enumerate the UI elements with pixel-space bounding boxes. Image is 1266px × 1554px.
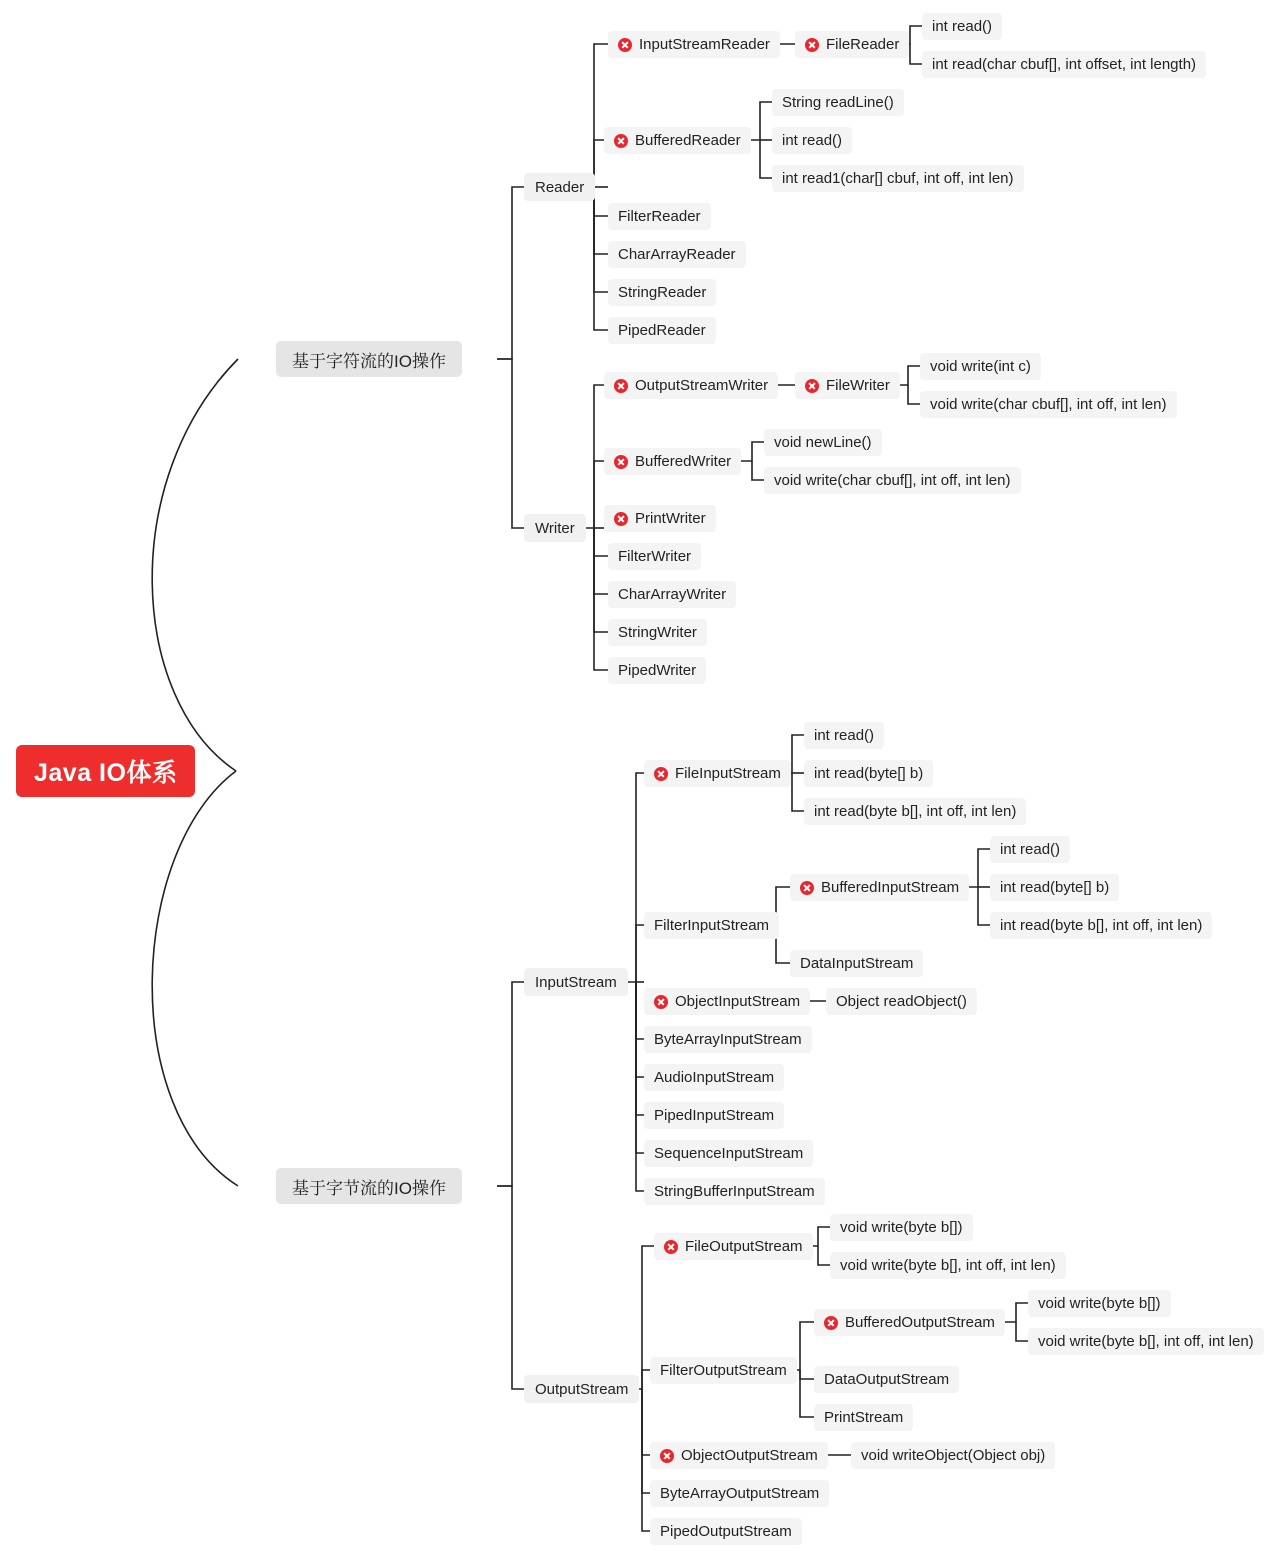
error-icon — [614, 455, 628, 469]
leaf-fis-read[interactable] — [804, 722, 884, 749]
error-icon — [800, 881, 814, 895]
leaf-ois-readobject[interactable] — [826, 988, 977, 1015]
node-string-reader[interactable] — [608, 279, 716, 306]
node-string-buffer-input-stream-label: StringBufferInputStream — [654, 1183, 815, 1200]
node-file-output-stream-label: FileOutputStream — [685, 1238, 803, 1255]
node-print-writer-label: PrintWriter — [635, 510, 706, 527]
leaf-label: int read(byte[] b) — [1000, 879, 1110, 896]
node-byte-array-output-stream[interactable] — [650, 1480, 829, 1507]
leaf-buffered-reader-readline[interactable] — [772, 89, 904, 116]
error-icon — [824, 1316, 838, 1330]
leaf-buffered-writer-newline[interactable] — [764, 429, 882, 456]
node-filter-input-stream[interactable] — [644, 912, 779, 939]
node-buffered-reader-label: BufferedReader — [635, 132, 741, 149]
leaf-label: void write(byte b[]) — [840, 1219, 963, 1236]
node-filter-output-stream-label: FilterOutputStream — [660, 1362, 787, 1379]
group-output-stream[interactable] — [524, 1375, 639, 1403]
leaf-bis-read-b[interactable] — [990, 874, 1119, 901]
error-icon — [614, 512, 628, 526]
node-char-array-reader-label: CharArrayReader — [618, 246, 736, 263]
node-buffered-output-stream[interactable] — [814, 1309, 1005, 1336]
leaf-label: String readLine() — [782, 94, 894, 111]
leaf-bos-write-off-len[interactable] — [1028, 1328, 1264, 1355]
node-buffered-writer[interactable] — [604, 448, 741, 475]
node-input-stream-reader-label: InputStreamReader — [639, 36, 770, 53]
node-string-buffer-input-stream[interactable] — [644, 1178, 825, 1205]
leaf-label: void newLine() — [774, 434, 872, 451]
leaf-label: void write(int c) — [930, 358, 1031, 375]
node-piped-output-stream-label: PipedOutputStream — [660, 1523, 792, 1540]
node-data-output-stream-label: DataOutputStream — [824, 1371, 950, 1388]
leaf-fis-read-off-len[interactable] — [804, 798, 1026, 825]
node-print-stream[interactable] — [814, 1404, 913, 1431]
node-filter-writer-label: FilterWriter — [618, 548, 692, 565]
group-reader-label: Reader — [535, 178, 585, 196]
leaf-label: void write(char cbuf[], int off, int len) — [774, 472, 1011, 489]
node-piped-writer[interactable] — [608, 657, 706, 684]
node-file-reader[interactable] — [795, 31, 909, 58]
leaf-label: int read(byte b[], int off, int len) — [814, 803, 1017, 820]
node-file-output-stream[interactable] — [654, 1233, 813, 1260]
node-buffered-writer-label: BufferedWriter — [635, 453, 732, 470]
node-object-output-stream-label: ObjectOutputStream — [681, 1447, 818, 1464]
node-char-array-writer[interactable] — [608, 581, 736, 608]
node-filter-input-stream-label: FilterInputStream — [654, 917, 770, 934]
node-sequence-input-stream-label: SequenceInputStream — [654, 1145, 804, 1162]
leaf-label: void write(char cbuf[], int off, int len) — [930, 396, 1167, 413]
node-object-input-stream[interactable] — [644, 988, 810, 1015]
branch-byte-io[interactable] — [276, 1168, 462, 1204]
leaf-label: int read() — [814, 727, 875, 744]
node-string-reader-label: StringReader — [618, 284, 707, 301]
leaf-file-writer-write-cbuf[interactable] — [920, 391, 1177, 418]
node-data-input-stream-label: DataInputStream — [800, 955, 914, 972]
node-byte-array-output-stream-label: ByteArrayOutputStream — [660, 1485, 820, 1502]
leaf-buffered-writer-write[interactable] — [764, 467, 1021, 494]
node-piped-output-stream[interactable] — [650, 1518, 802, 1545]
leaf-buffered-reader-read1[interactable] — [772, 165, 1024, 192]
root-node[interactable] — [16, 745, 195, 797]
group-input-stream-label: InputStream — [535, 973, 617, 991]
node-piped-reader[interactable] — [608, 317, 716, 344]
leaf-label: int read() — [782, 132, 843, 149]
leaf-fos-write-b[interactable] — [830, 1214, 973, 1241]
node-object-input-stream-label: ObjectInputStream — [675, 993, 801, 1010]
error-icon — [660, 1449, 674, 1463]
leaf-label: int read() — [932, 18, 993, 35]
node-data-input-stream[interactable] — [790, 950, 923, 977]
node-filter-reader-label: FilterReader — [618, 208, 701, 225]
branch-byte-io-label: 基于字节流的IO操作 — [292, 1178, 446, 1198]
node-file-input-stream-label: FileInputStream — [675, 765, 781, 782]
node-char-array-reader[interactable] — [608, 241, 746, 268]
node-sequence-input-stream[interactable] — [644, 1140, 813, 1167]
node-audio-input-stream-label: AudioInputStream — [654, 1069, 775, 1086]
node-string-writer-label: StringWriter — [618, 624, 697, 641]
leaf-label: int read(byte[] b) — [814, 765, 924, 782]
error-icon — [654, 995, 668, 1009]
group-output-stream-label: OutputStream — [535, 1380, 629, 1398]
leaf-label: int read(char cbuf[], int offset, int length) — [932, 56, 1197, 73]
leaf-label: void write(byte b[], int off, int len) — [840, 1257, 1056, 1274]
leaf-bos-write-b[interactable] — [1028, 1290, 1171, 1317]
node-file-writer[interactable] — [795, 372, 900, 399]
leaf-label: Object readObject() — [836, 993, 967, 1010]
group-writer-label: Writer — [535, 519, 575, 537]
leaf-label: void writeObject(Object obj) — [861, 1447, 1046, 1464]
leaf-label: int read(byte b[], int off, int len) — [1000, 917, 1203, 934]
node-file-reader-label: FileReader — [826, 36, 900, 53]
root-label: Java IO体系 — [34, 759, 178, 787]
leaf-file-writer-write-int[interactable] — [920, 353, 1041, 380]
leaf-oos-writeobject[interactable] — [851, 1442, 1055, 1469]
node-output-stream-writer-label: OutputStreamWriter — [635, 377, 769, 394]
leaf-fos-write-off-len[interactable] — [830, 1252, 1066, 1279]
node-file-input-stream[interactable] — [644, 760, 791, 787]
node-filter-reader[interactable] — [608, 203, 711, 230]
node-char-array-writer-label: CharArrayWriter — [618, 586, 727, 603]
leaf-label: void write(byte b[]) — [1038, 1295, 1161, 1312]
group-input-stream[interactable] — [524, 968, 628, 996]
node-buffered-reader[interactable] — [604, 127, 751, 154]
node-buffered-output-stream-label: BufferedOutputStream — [845, 1314, 995, 1331]
node-input-stream-reader[interactable] — [608, 31, 780, 58]
leaf-file-reader-read-cbuf[interactable] — [922, 51, 1206, 78]
node-byte-array-input-stream[interactable] — [644, 1026, 812, 1053]
error-icon — [664, 1240, 678, 1254]
node-buffered-input-stream-label: BufferedInputStream — [821, 879, 960, 896]
branch-character-io[interactable] — [276, 341, 462, 377]
node-piped-writer-label: PipedWriter — [618, 662, 697, 679]
node-print-stream-label: PrintStream — [824, 1409, 904, 1426]
leaf-bis-read-off-len[interactable] — [990, 912, 1212, 939]
node-string-writer[interactable] — [608, 619, 707, 646]
error-icon — [805, 38, 819, 52]
node-object-output-stream[interactable] — [650, 1442, 828, 1469]
leaf-label: int read1(char[] cbuf, int off, int len) — [782, 170, 1014, 187]
node-data-output-stream[interactable] — [814, 1366, 959, 1393]
leaf-file-reader-read[interactable] — [922, 13, 1002, 40]
error-icon — [618, 38, 632, 52]
leaf-label: int read() — [1000, 841, 1061, 858]
node-audio-input-stream[interactable] — [644, 1064, 784, 1091]
branch-character-io-label: 基于字符流的IO操作 — [292, 351, 446, 371]
error-icon — [805, 379, 819, 393]
node-byte-array-input-stream-label: ByteArrayInputStream — [654, 1031, 802, 1048]
leaf-fis-read-b[interactable] — [804, 760, 933, 787]
error-icon — [614, 379, 628, 393]
node-filter-writer[interactable] — [608, 543, 701, 570]
leaf-buffered-reader-read[interactable] — [772, 127, 852, 154]
error-icon — [614, 134, 628, 148]
node-output-stream-writer[interactable] — [604, 372, 778, 399]
node-print-writer[interactable] — [604, 505, 716, 532]
node-file-writer-label: FileWriter — [826, 377, 890, 394]
node-piped-input-stream-label: PipedInputStream — [654, 1107, 775, 1124]
node-filter-output-stream[interactable] — [650, 1357, 797, 1384]
leaf-label: void write(byte b[], int off, int len) — [1038, 1333, 1254, 1350]
node-piped-reader-label: PipedReader — [618, 322, 706, 339]
error-icon — [654, 767, 668, 781]
leaf-bis-read[interactable] — [990, 836, 1070, 863]
node-buffered-input-stream[interactable] — [790, 874, 969, 901]
node-piped-input-stream[interactable] — [644, 1102, 784, 1129]
group-reader[interactable] — [524, 173, 595, 201]
group-writer[interactable] — [524, 514, 586, 542]
